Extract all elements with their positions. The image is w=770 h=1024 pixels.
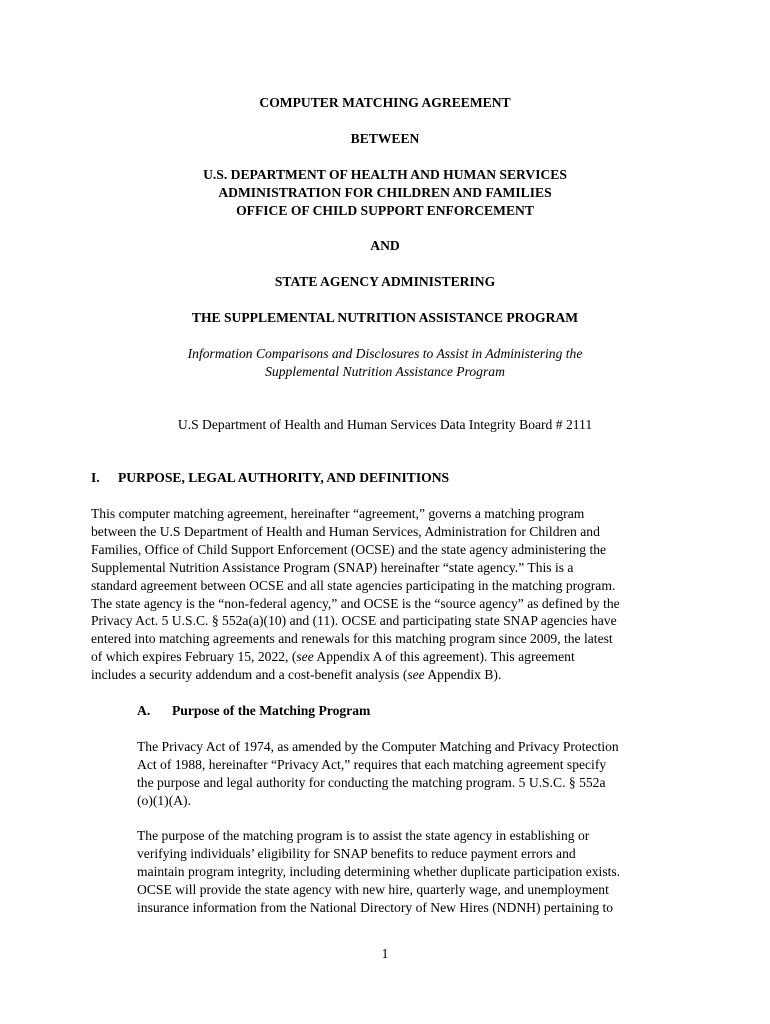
- section-1-intro-paragraph: [91, 505, 620, 684]
- paragraph-line: Supplemental Nutrition Assistance Program (SNAP) hereinafter “state agency.” This is a: [91, 559, 574, 575]
- agency-1-line-3: OFFICE OF CHILD SUPPORT ENFORCEMENT: [236, 203, 534, 218]
- paragraph-line: The state agency is the “non-federal agency,” and OCSE is the “source agency” as defined by the: [91, 595, 620, 611]
- paragraph-line: The purpose of the matching program is to assist the state agency in establishing or: [137, 828, 590, 843]
- paragraph-line: between the U.S Department of Health and Human Services, Administration for Children and: [91, 523, 600, 539]
- paragraph-line: of which expires February 15, 2022, (see Appendix A of this agreement). This agreement: [91, 649, 575, 665]
- paragraph-line: verifying individuals’ eligibility for SNAP benefits to reduce payment errors and: [137, 845, 576, 861]
- subsection-a-title: Purpose of the Matching Program: [172, 703, 371, 718]
- paragraph-line: Act of 1988, hereinafter “Privacy Act,” requires that each matching agreement specify: [137, 756, 607, 772]
- subtitle-line-2: Supplemental Nutrition Assistance Program: [265, 364, 505, 379]
- paragraph-line: entered into matching agreements and renewals for this matching program since 2009, the latest: [91, 631, 613, 647]
- page-number: 1: [381, 946, 389, 961]
- program-name: THE SUPPLEMENTAL NUTRITION ASSISTANCE PROGRAM: [191, 310, 579, 325]
- between-label: BETWEEN: [350, 131, 420, 146]
- subsection-a-number: A.: [137, 703, 151, 718]
- paragraph-line: maintain program integrity, including determining whether duplicate participation exists.: [137, 863, 621, 879]
- paragraph-line: Families, Office of Child Support Enforcement (OCSE) and the state agency administering the: [91, 541, 607, 557]
- section-1-heading: [91, 469, 449, 487]
- data-integrity-board: U.S Department of Health and Human Services Data Integrity Board # 2111: [177, 417, 593, 432]
- section-1-title: PURPOSE, LEGAL AUTHORITY, AND DEFINITIONS: [118, 470, 450, 485]
- paragraph-line: Privacy Act. 5 U.S.C. § 552a(a)(10) and (11). OCSE and participating state SNAP agencies have: [91, 613, 617, 629]
- agency-2: STATE AGENCY ADMINISTERING: [274, 274, 496, 289]
- paragraph-line: (o)(1)(A).: [137, 792, 191, 808]
- paragraph-line: includes a security addendum and a cost-benefit analysis (see Appendix B).: [91, 667, 502, 683]
- section-1-number: I.: [91, 470, 100, 485]
- agreement-title: COMPUTER MATCHING AGREEMENT: [259, 95, 511, 110]
- paragraph-line: standard agreement between OCSE and all state agencies participating in the matching program.: [91, 577, 616, 593]
- paragraph-line: the purpose and legal authority for conducting the matching program. 5 U.S.C. § 552a: [137, 774, 606, 790]
- subtitle-line-1: Information Comparisons and Disclosures to Assist in Administering the: [187, 346, 583, 361]
- agency-1-line-2: ADMINISTRATION FOR CHILDREN AND FAMILIES: [218, 185, 552, 200]
- paragraph-line: The Privacy Act of 1974, as amended by the Computer Matching and Privacy Protection: [137, 739, 619, 754]
- paragraph-line: OCSE will provide the state agency with new hire, quarterly wage, and unemployment: [137, 881, 609, 897]
- agency-1-line-1: U.S. DEPARTMENT OF HEALTH AND HUMAN SERVICES: [203, 167, 567, 182]
- and-label: AND: [370, 238, 400, 253]
- subsection-a-paragraph-2: [137, 827, 620, 917]
- subsection-a-heading: [137, 702, 370, 720]
- paragraph-line: insurance information from the National Directory of New Hires (NDNH) pertaining to: [137, 899, 614, 915]
- paragraph-line: This computer matching agreement, hereinafter “agreement,” governs a matching program: [91, 506, 585, 521]
- subsection-a-paragraph-1: [137, 738, 619, 810]
